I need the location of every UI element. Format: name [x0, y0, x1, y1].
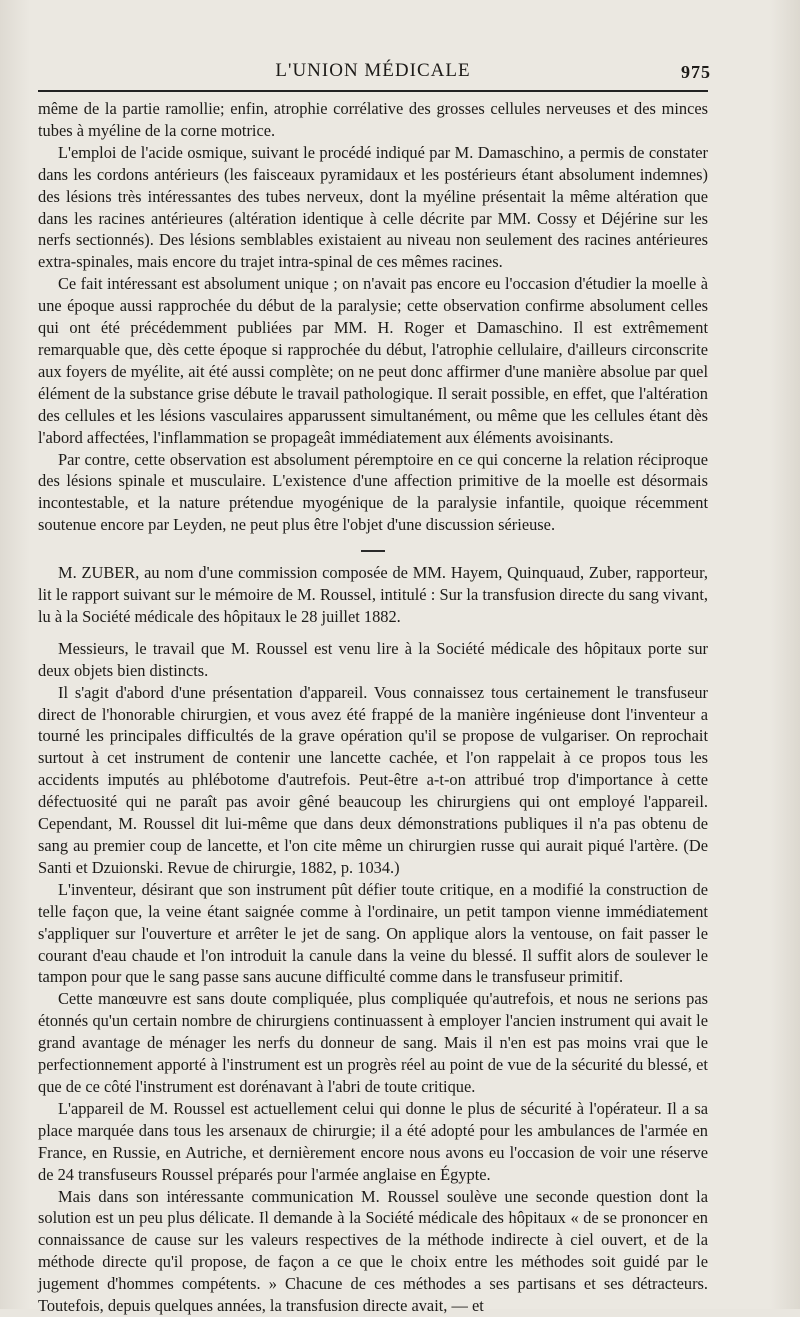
- paragraph: L'inventeur, désirant que son instrument pût défier toute critique, en a modifié la construction de telle façon que, la veine étant saignée comme à l'ordinaire, un petit tampon vienne immédiatement s'appliquer sur l'ouverture et arrêter le jet de sang. On applique alors la ventouse, on fait passer le courant d'eau chaude et l'on introduit la canule dans la veine du blessé. Il suffit alors de soulever le tampon pour que le sang passe sans aucune difficulté comme dans le transfuseur primitif.: [38, 879, 708, 987]
- paragraph: même de la partie ramollie; enfin, atrophie corrélative des grosses cellules nerveuses et des minces tubes à myéline de la corne motrice.: [38, 99, 708, 140]
- section-separator: [361, 550, 385, 552]
- paragraph: Messieurs, le travail que M. Roussel est venu lire à la Société médicale des hôpitaux porte sur deux objets bien distincts.: [38, 638, 708, 680]
- paragraph: L'emploi de l'acide osmique, suivant le procédé indiqué par M. Damaschino, a permis de constater dans les cordons antérieurs (les faisceaux pyramidaux et les postérieurs étant absolument indemnes) des lésions très intéressantes des tubes nerveux, dont la myéline présentait la même altération que dans les racines antérieures (altération identique à celle décrite par MM. Cossy et Déjérine sur les nerfs sectionnés). Des lésions semblables existaient au niveau non seulement des racines antérieures extra-spinales, mais encore du trajet intra-spinal de ces mêmes racines.: [38, 142, 708, 272]
- paragraph: L'appareil de M. Roussel est actuellement celui qui donne le plus de sécurité à l'opérateur. Il a sa place marquée dans tous les arsenaux de chirurgie; il a été adopté pour les ambulances de l'armée en France, en Russie, en Autriche, et dernièrement encore nous avons eu l'occasion de voir une réserve de 24 transfuseurs Roussel préparés pour l'armée anglaise en Égypte.: [38, 1098, 708, 1184]
- spacer: [38, 628, 708, 638]
- body-text: [38, 98, 708, 1317]
- paragraph: Par contre, cette observation est absolument péremptoire en ce qui concerne la relation réciproque des lésions spinale et musculaire. L'existence d'une affection primitive de la moelle est désormais incontestable, et la nature prétendue myogénique de la paralysie infantile, quoique récemment soutenue encore par Leyden, ne peut plus être l'objet d'une discussion sérieuse.: [38, 449, 708, 535]
- paragraph: Mais dans son intéressante communication M. Roussel soulève une seconde question dont la solution est un peu plus délicate. Il demande à la Société médicale des hôpitaux « de se prononcer en connaissance de cause sur les valeurs respectives de la méthode indirecte à ciel ouvert, et de la méthode directe qu'il propose, de façon a ce que le choix entre les méthodes soit guidé par le jugement d'hommes compétents. » Chacune de ces méthodes a ses partisans et ses détracteurs. Toutefois, depuis quelques années, la transfusion directe avait, — et: [38, 1186, 708, 1316]
- paragraph: Il s'agit d'abord d'une présentation d'appareil. Vous connaissez tous certainement le transfuseur direct de l'honorable chirurgien, et vous avez été frappé de la manière ingénieuse dont l'inventeur a tourné les principales difficultés de la grave opération qu'il se propose de vulgariser. On reprochait surtout à cet instrument de contenir une lancette cachée, et l'on rappelait à ce propos tous les accidents imputés au phlébotome d'autrefois. Peut-être a-t-on attribué trop d'importance à cette défectuosité qui ne paraît pas avoir gêné beaucoup les chirurgiens qui ont employé l'appareil. Cependant, M. Roussel dit lui-même que dans deux démonstrations publiques il n'a pas obtenu de sang au premier coup de lancette, et l'on cite même un chirurgien russe qui aurait piqué l'artère. (De Santi et Dzuionski. Revue de chirurgie, 1882, p. 1034.): [38, 682, 708, 877]
- paragraph: Ce fait intéressant est absolument unique ; on n'avait pas encore eu l'occasion d'étudier la moelle à une époque aussi rapprochée du début de la paralysie; cette observation confirme absolument celles qui ont été précédemment publiées par MM. H. Roger et Damaschino. Il est extrêmement remarquable que, dès cette époque si rapprochée du début, l'atrophie cellulaire, d'ailleurs circonscrite aux foyers de myélite, ait été aussi complète; on ne peut donc affirmer d'une manière absolue par quel élément de la substance grise débute le travail pathologique. Il serait possible, en effet, que l'altération des cellules et les lésions vasculaires apparussent simultanément, ou même que les cellules étant dès l'abord affectées, l'inflammation se propageât immédiatement aux éléments avoisinants.: [38, 274, 708, 447]
- journal-title: L'UNION MÉDICALE: [275, 60, 471, 81]
- page-number: 975: [681, 62, 711, 82]
- running-header: [38, 58, 711, 86]
- header-rule: [38, 90, 708, 92]
- paragraph: M. ZUBER, au nom d'une commission composée de MM. Hayem, Quinquaud, Zuber, rapporteur, lit le rapport suivant sur le mémoire de M. Roussel, intitulé : Sur la transfusion directe du sang vivant, lu à la Société médicale des hôpitaux le 28 juillet 1882.: [38, 563, 708, 626]
- paragraph: Cette manœuvre est sans doute compliquée, plus compliquée qu'autrefois, et nous ne serions pas étonnés qu'un certain nombre de chirurgiens continuassent à employer l'ancien instrument qui avait le grand avantage de ménager les nerfs du donneur de sang. Mais il n'en est pas moins vrai que le perfectionnement apporté à l'instrument est un progrès réel au point de vue de la sécurité du blessé, et que de ce côté l'instrument est dorénavant à l'abri de toute critique.: [38, 989, 708, 1096]
